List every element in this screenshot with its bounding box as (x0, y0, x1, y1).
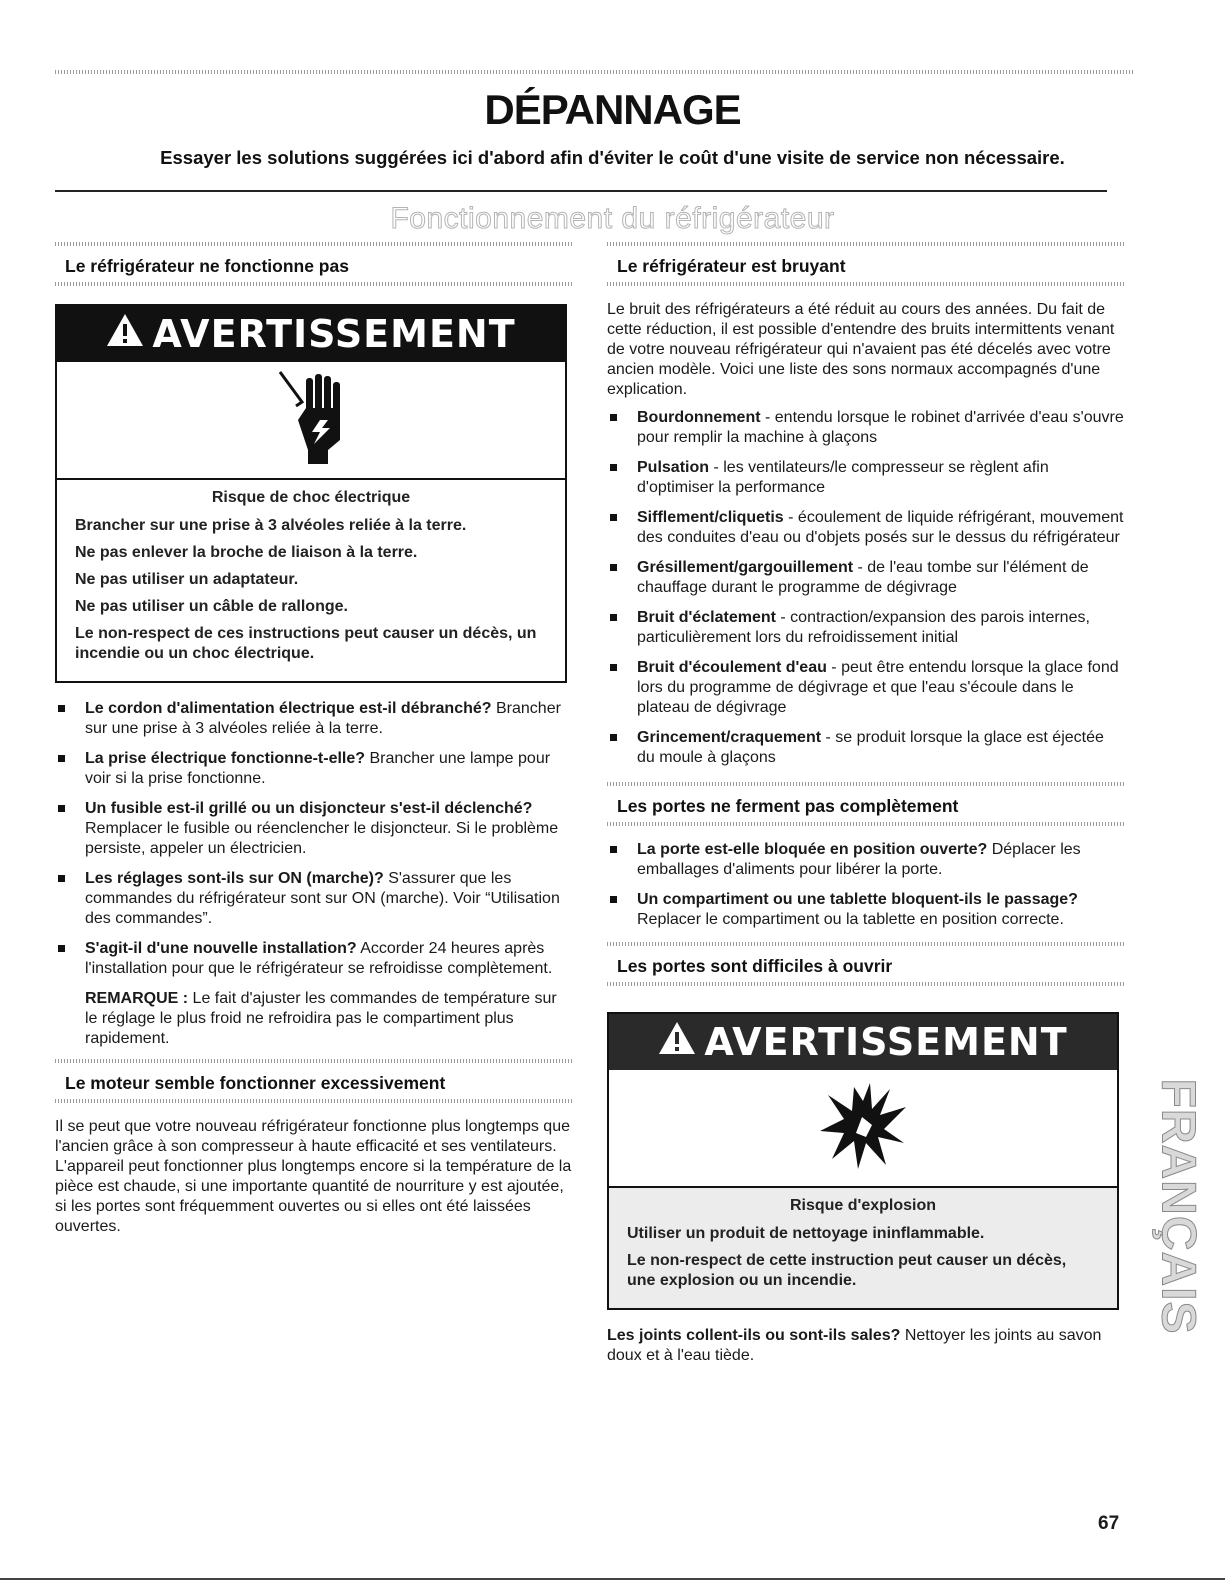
dotted-rule (55, 1099, 573, 1103)
bullet-icon (610, 664, 617, 671)
bottom-rule (0, 1578, 1225, 1580)
bullet-icon (610, 564, 617, 571)
heading-motor-excessive: Le moteur semble fonctionner excessivement (65, 1073, 446, 1093)
warning-triangle-icon (658, 1020, 696, 1064)
list-item: S'agit-il d'une nouvelle installation? Accorder 24 heures après l'installation pour que le réfrigérateur se refroidisse complètement. (55, 939, 573, 979)
bullet-icon (610, 896, 617, 903)
warning-line: Ne pas enlever la broche de liaison à la terre. (75, 544, 418, 561)
left-column (55, 242, 573, 1237)
list-item: La prise électrique fonctionne-t-elle? Brancher une lampe pour voir si la prise fonctionne. (55, 749, 573, 789)
doors-checklist (607, 840, 1125, 930)
bullet-icon (58, 755, 65, 762)
header-rule (55, 190, 1107, 192)
list-item: Le cordon d'alimentation électrique est-il débranché? Brancher sur une prise à 3 alvéoles reliée à la terre. (55, 699, 573, 739)
not-running-checklist (55, 699, 573, 979)
dotted-rule (607, 982, 1125, 986)
shock-warning-box (55, 304, 567, 683)
warning-header-label: AVERTISSEMENT (152, 312, 516, 356)
bullet-icon (610, 414, 617, 421)
dotted-rule (55, 1059, 573, 1063)
warning-triangle-icon (106, 312, 144, 356)
bullet-icon (610, 846, 617, 853)
list-item: Les réglages sont-ils sur ON (marche)? S'assurer que les commandes du réfrigérateur sont sur ON (marche). Voir “Utilisation des commandes”. (55, 869, 573, 929)
dotted-rule (607, 242, 1125, 246)
bullet-icon (58, 705, 65, 712)
top-dotted-rule (55, 70, 1133, 74)
page-subtitle: Essayer les solutions suggérées ici d'abord afin d'éviter le coût d'une visite de service non nécessaire. (160, 147, 1065, 168)
list-item: Bourdonnement - entendu lorsque le robinet d'arrivée d'eau s'ouvre pour remplir la machine à glaçons (607, 408, 1125, 448)
seals-paragraph: Les joints collent-ils ou sont-ils sales? Nettoyer les joints au savon doux et à l'eau tiède. (607, 1327, 1102, 1364)
dotted-rule (607, 782, 1125, 786)
warning-header-label: AVERTISSEMENT (704, 1020, 1068, 1064)
warning-header (609, 1014, 1117, 1070)
bullet-icon (58, 875, 65, 882)
right-column (607, 242, 1125, 1366)
warning-line: Utiliser un produit de nettoyage ininflammable. (627, 1225, 985, 1242)
explosion-warning-box (607, 1012, 1119, 1310)
bullet-icon (610, 614, 617, 621)
warning-line: Ne pas utiliser un câble de rallonge. (75, 598, 348, 615)
motor-paragraph: Il se peut que votre nouveau réfrigérateur fonctionne plus longtemps que l'ancien grâce à son compresseur à haute efficacité et ses ventilateurs. L'appareil peut fonctionner plus longtemps encore si la température de la pièce est chaude, si une importante quantité de nourriture y est ajoutée, si les portes sont fréquemment ouvertes ou si elles ont été laissées ouvertes. (55, 1118, 572, 1235)
dotted-rule (607, 942, 1125, 946)
warning-consequence: Le non-respect de ces instructions peut causer un décès, un incendie ou un choc électrique. (75, 625, 537, 662)
list-item: Bruit d'écoulement d'eau - peut être entendu lorsque la glace fond lors du programme de dégivrage et que l'eau s'écoule dans le plateau de dégivrage (607, 658, 1125, 718)
page-title: DÉPANNAGE (484, 86, 741, 133)
dotted-rule (55, 282, 573, 286)
language-side-tab: FRANÇAIS (1151, 1078, 1204, 1334)
risk-label: Risque d'explosion (789, 1197, 937, 1214)
dotted-rule (607, 282, 1125, 286)
page-number: 67 (1098, 1513, 1120, 1534)
warning-line: Ne pas utiliser un adaptateur. (75, 571, 299, 588)
bullet-icon (610, 514, 617, 521)
heading-noisy: Le réfrigérateur est bruyant (617, 256, 846, 276)
list-item: Pulsation - les ventilateurs/le compresseur se règlent afin d'optimiser la performance (607, 458, 1125, 498)
warning-header (57, 306, 565, 362)
list-item: Sifflement/cliquetis - écoulement de liquide réfrigérant, mouvement des conduites d'eau ou d'objets posés sur le dessus du réfrigérateur (607, 508, 1125, 548)
bullet-icon (58, 805, 65, 812)
explosion-icon (818, 1081, 908, 1176)
bullet-icon (610, 734, 617, 741)
bullet-icon (610, 464, 617, 471)
list-item: Un compartiment ou une tablette bloquent-ils le passage? Replacer le compartiment ou la tablette en position correcte. (607, 890, 1125, 930)
list-item: Grincement/craquement - se produit lorsque la glace est éjectée du moule à glaçons (607, 728, 1125, 768)
heading-doors-open: Les portes sont difficiles à ouvrir (617, 956, 893, 976)
heading-not-running: Le réfrigérateur ne fonctionne pas (65, 256, 349, 276)
warning-line: Brancher sur une prise à 3 alvéoles reliée à la terre. (75, 517, 467, 534)
risk-label: Risque de choc électrique (211, 489, 411, 506)
list-item: Grésillement/gargouillement - de l'eau tombe sur l'élément de chauffage durant le programme de dégivrage (607, 558, 1125, 598)
sounds-list (607, 408, 1125, 768)
remark-note: REMARQUE : Le fait d'ajuster les commandes de température sur le réglage le plus froid ne refroidira pas le compartiment plus rapidement. (85, 990, 557, 1047)
electric-shock-hand-icon (276, 368, 346, 473)
list-item: Bruit d'éclatement - contraction/expansion des parois internes, particulièrement lors du refroidissement initial (607, 608, 1125, 648)
bullet-icon (58, 945, 65, 952)
dotted-rule (55, 242, 573, 246)
heading-doors-close: Les portes ne ferment pas complètement (617, 796, 959, 816)
dotted-rule (607, 822, 1125, 826)
list-item: La porte est-elle bloquée en position ouverte? Déplacer les emballages d'aliments pour libérer la porte. (607, 840, 1125, 880)
list-item: Un fusible est-il grillé ou un disjoncteur s'est-il déclenché? Remplacer le fusible ou réenclencher le disjoncteur. Si le problème persiste, appeler un électricien. (55, 799, 573, 859)
noise-intro: Le bruit des réfrigérateurs a été réduit au cours des années. Du fait de cette réduction, il est possible d'entendre des bruits intermittents venant de votre nouveau réfrigérateur qui n'avaient pas été décelés avec votre ancien modèle. Voici une liste des sons normaux accompagnés d'une explication. (607, 301, 1115, 398)
warning-consequence: Le non-respect de cette instruction peut causer un décès, une explosion ou un incendie. (627, 1252, 1067, 1289)
section-title: Fonctionnement du réfrigérateur (390, 202, 835, 235)
